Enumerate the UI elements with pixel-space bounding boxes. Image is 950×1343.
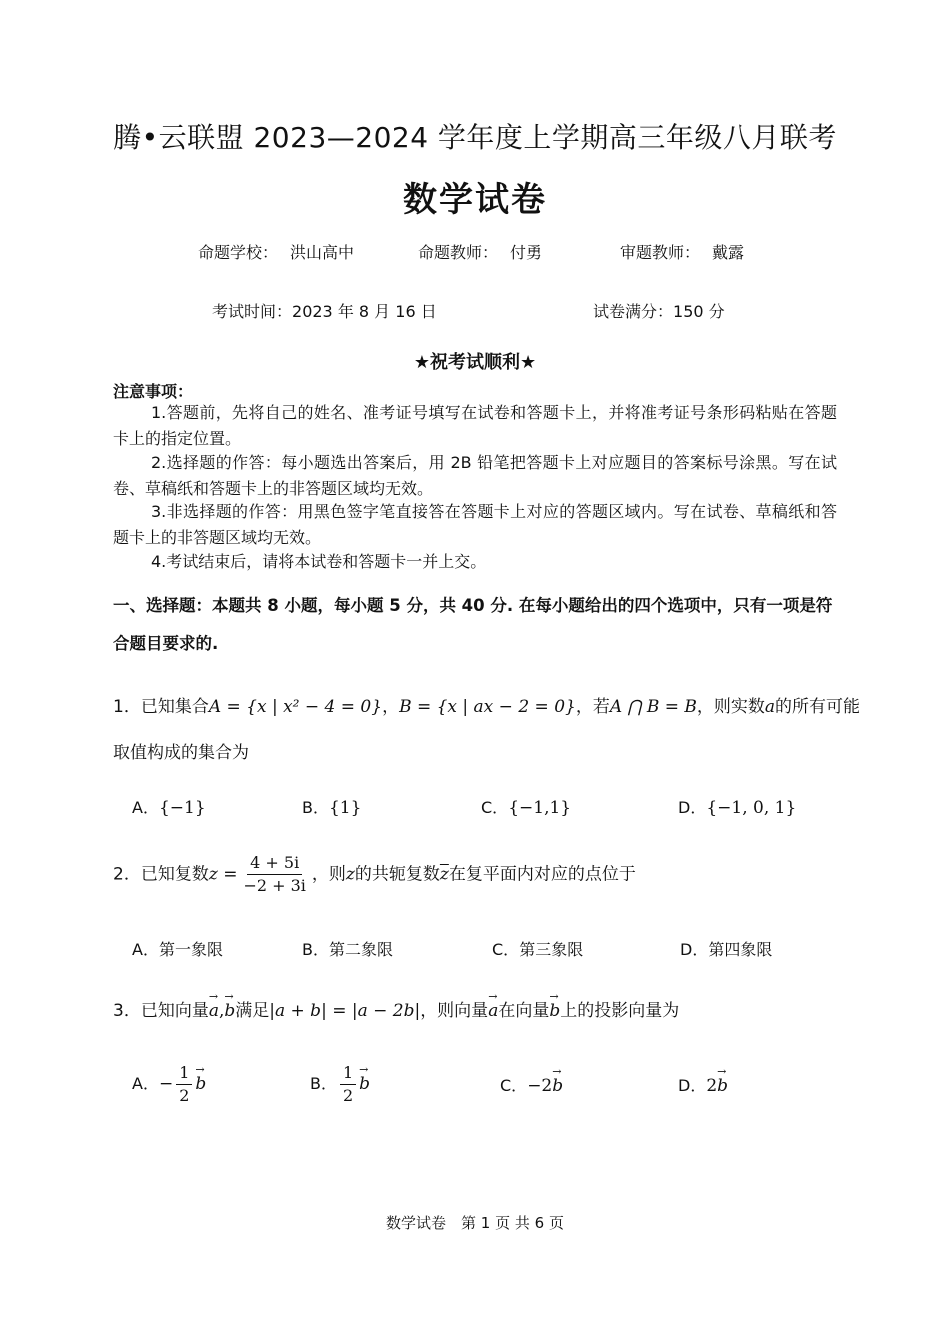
note-item-4: 4.考试结束后，请将本试卷和答题卡一并上交。 (151, 552, 487, 571)
vector-b: → b (195, 1074, 206, 1094)
vector-b: → b (717, 1076, 728, 1096)
question-text: ，则 (311, 864, 346, 885)
option-value: −2 (527, 1076, 553, 1096)
complex-fraction (240, 852, 308, 897)
q3-option-c[interactable] (500, 1073, 563, 1096)
question-text: ，则向量 (420, 1001, 489, 1021)
full-score-info (593, 299, 725, 322)
question-text: 在向量 (498, 1001, 550, 1021)
conjugate-z: $\overline{z}$ (439, 864, 449, 885)
q1-option-a[interactable] (132, 795, 206, 818)
question-text: 的共轭复数 (354, 864, 440, 885)
fraction-denominator: 2 (342, 1086, 354, 1105)
reviewer-info (620, 240, 744, 263)
school-info (198, 240, 354, 263)
question-3-stem (113, 996, 679, 1021)
question-1-stem (113, 692, 860, 717)
vector-b: → b (224, 1001, 235, 1021)
option-label: D． (678, 1076, 707, 1095)
separator: , (218, 1001, 225, 1021)
option-value: 第三象限 (519, 940, 584, 959)
exam-subject: 数学试卷 (403, 180, 547, 220)
option-value: {1} (328, 798, 362, 818)
school-name: 洪山高中 (290, 243, 355, 262)
option-value: {−1,1} (508, 798, 572, 818)
option-label: C． (492, 940, 520, 959)
section-heading: 一、选择题：本题共 8 小题，每小题 5 分，共 40 分. 在每小题给出的四个选项中，只有一项是符合题目要求的. (113, 596, 833, 653)
note-item-3: 3.非选择题的作答：用黑色签字笔直接答在答题卡上对应的答题区域内。写在试卷、草稿纸和答题卡上的非答题区域均无效。 (113, 502, 837, 547)
question-text: 在复平面内对应的点位于 (448, 864, 636, 885)
school-label: 命题学校： (198, 243, 279, 262)
exam-time-info (212, 299, 437, 322)
variable-a: a (764, 697, 776, 717)
question-text: 上的投影向量为 (560, 1001, 680, 1021)
vector-b: → b (552, 1076, 563, 1096)
vector-condition: |a + b| = |a − 2b| (269, 1001, 421, 1021)
option-label: D． (678, 798, 707, 817)
option-label: B． (302, 798, 329, 817)
question-number: 3． (113, 1001, 141, 1021)
option-label: D． (680, 940, 709, 959)
q2-option-d[interactable] (680, 937, 772, 960)
note-item-2: 2.选择题的作答：每小题选出答案后，用 2B 铅笔把答题卡上对应题目的答案标号涂黑。写在试卷、草稿纸和答题卡上的非答题区域均无效。 (113, 453, 837, 498)
q1-option-b[interactable] (302, 795, 361, 818)
question-number: 2． (113, 864, 141, 885)
option-label: C． (481, 798, 509, 817)
option-label: C． (500, 1076, 528, 1095)
question-text: 的所有可能 (775, 697, 861, 717)
option-label: A． (132, 940, 159, 959)
vector-b: → b (549, 1001, 560, 1021)
option-value: 第四象限 (708, 940, 773, 959)
exam-title: 腾•云联盟 2023—2024 学年度上学期高三年级八月联考 (113, 121, 837, 154)
variable-z: z (345, 864, 355, 885)
question-text: 已知集合 (140, 697, 209, 717)
separator: ， (382, 697, 400, 717)
q3-option-d[interactable] (678, 1073, 728, 1096)
q3-option-b[interactable] (310, 1062, 370, 1107)
full-score: 150 分 (673, 302, 725, 321)
vector-a: → a (209, 1001, 219, 1021)
option-label: B． (302, 940, 329, 959)
note-item-1: 1.答题前，先将自己的姓名、准考证号填写在试卷和答题卡上，并将准考证号条形码粘贴在答题卡上的指定位置。 (113, 403, 837, 448)
option-label: B． (310, 1074, 337, 1093)
setter-label: 命题教师： (418, 243, 499, 262)
fraction-numerator: 1 (176, 1062, 192, 1085)
vector-b: → b (359, 1074, 370, 1094)
reviewer-name: 戴露 (712, 243, 745, 262)
vector-a: → a (488, 1001, 498, 1021)
exam-time-label: 考试时间： (212, 302, 293, 321)
set-a-expression: A = {x | x² − 4 = 0} (208, 697, 383, 717)
setter-info (418, 240, 542, 263)
page-footer: 数学试卷 第 1 页 共 6 页 (386, 1214, 564, 1232)
question-number: 1． (113, 697, 141, 717)
q1-option-d[interactable] (678, 795, 796, 818)
fraction-denominator: 2 (179, 1086, 190, 1105)
question-2-stem (113, 852, 636, 897)
q2-option-c[interactable] (492, 937, 583, 960)
option-value: {−1, 0, 1} (706, 798, 797, 818)
option-value: 第二象限 (328, 940, 393, 959)
option-value: {−1} (158, 798, 206, 818)
condition-expression: A ⋂ B = B (609, 697, 697, 717)
q2-option-b[interactable] (302, 937, 393, 960)
question-text: 已知复数 (140, 864, 209, 885)
fraction-denominator: −2 + 3i (243, 876, 306, 895)
lhs-expression: z = (208, 864, 238, 885)
full-score-label: 试卷满分： (593, 302, 674, 321)
option-value: 2 (706, 1076, 718, 1096)
q3-option-a[interactable] (132, 1062, 206, 1107)
good-luck-banner: ★祝考试顺利★ (413, 352, 537, 373)
q1-option-c[interactable] (481, 795, 571, 818)
option-label: A． (132, 798, 159, 817)
fraction-numerator: 4 + 5i (247, 852, 302, 875)
option-label: A． (132, 1074, 159, 1093)
question-text: ，则实数 (696, 697, 765, 717)
question-text: 满足 (235, 1001, 270, 1021)
question-text: ，若 (575, 697, 610, 717)
question-1-stem-continued: 取值构成的集合为 (113, 743, 249, 763)
exam-time: 2023 年 8 月 16 日 (292, 302, 437, 321)
question-text: 已知向量 (140, 1001, 209, 1021)
notes-heading: 注意事项： (113, 382, 194, 401)
setter-name: 付勇 (510, 243, 543, 262)
option-value: 第一象限 (158, 940, 223, 959)
fraction-numerator: 1 (340, 1062, 356, 1085)
option-fraction (176, 1062, 192, 1107)
option-fraction (340, 1062, 356, 1107)
reviewer-label: 审题教师： (620, 243, 701, 262)
option-sign: − (158, 1074, 174, 1094)
q2-option-a[interactable] (132, 937, 223, 960)
set-b-expression: B = {x | ax − 2 = 0} (399, 697, 576, 717)
